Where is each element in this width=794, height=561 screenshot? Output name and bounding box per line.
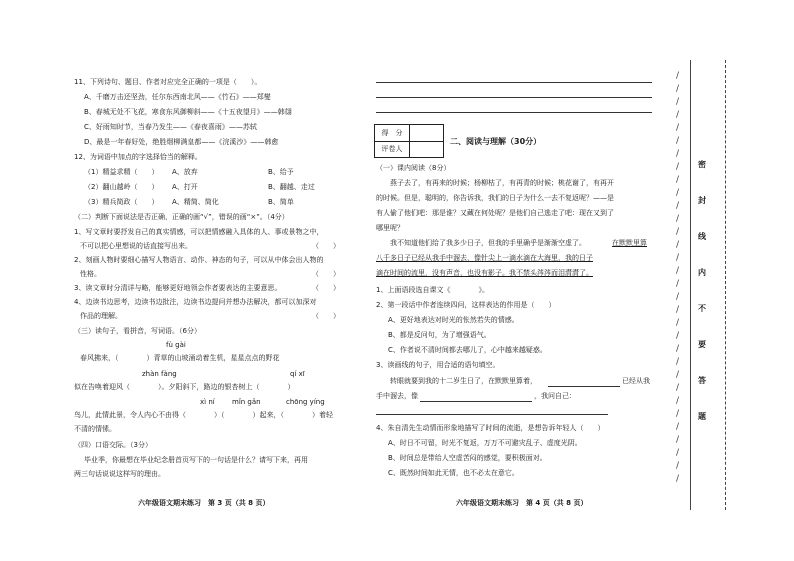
q12-row3-a: A、精简、简化 xyxy=(172,198,219,206)
q2: 2、第一段话中作者连续四问，这样表达的作用是（ ） xyxy=(376,301,556,309)
pinyin-2: zhàn fàng xyxy=(142,370,177,378)
q3-blank-1[interactable] xyxy=(548,386,620,387)
pinyin-6: chōng yíng xyxy=(286,398,325,406)
answer-line-1[interactable] xyxy=(376,82,652,83)
q4: 4、朱自清先生动情而形象地描写了时间的流逝，是想告诉年轻人（ ） xyxy=(376,424,605,432)
section2-item4-line2: 作品的理解。 xyxy=(80,312,122,320)
section2-item3: 3、读文章时分清详与略，能够更好地领会作者要表达的主要意思。 xyxy=(74,284,282,292)
q12-row1-b: B、给予 xyxy=(268,168,294,176)
section4-title: （四）口语交际。（3分） xyxy=(74,441,152,449)
q12-row2-item: （2）翻山越岭（ ） xyxy=(84,183,159,191)
margin-label-1: 密 xyxy=(698,160,706,169)
section2-item3-paren[interactable]: （ ） xyxy=(312,284,340,292)
q11-option-a: A、千磨万击还坚劲，任尔东西南北风——《竹石》——郑燮 xyxy=(84,93,271,101)
section2-item2-line2: 性格。 xyxy=(80,270,101,278)
passage-line5-underlined: 在默默里算 xyxy=(612,239,647,247)
margin-label-3: 线 xyxy=(698,232,706,241)
q2-option-b: B、都是反问句，为了增强语气。 xyxy=(388,331,491,339)
section-title: 二、阅读与理解（30分） xyxy=(450,137,542,146)
section2-item1-line2: 不可以把心里想说的话直接写出来。 xyxy=(80,242,192,250)
margin-label-8: 题 xyxy=(698,412,706,421)
passage-line7: 滴在时间的流里，没有声音，也没有影子。我不禁头涔涔而泪潸潸了。 xyxy=(376,269,593,277)
q12-row3-b: B、简单 xyxy=(268,198,294,206)
passage-line3: 有人偷了他们吧：那是谁？又藏在何处呢？是他们自己逃走了吧：现在又到了 xyxy=(376,209,614,217)
binding-line-right xyxy=(725,60,726,510)
margin-label-5: 不 xyxy=(698,304,706,313)
section2-item2-paren[interactable]: （ ） xyxy=(312,270,340,278)
binding-slash-marks: / / / / / / / / / / / / / / / / / / / / / / / / / / / / / / / / xyxy=(676,71,680,484)
binding-line-left xyxy=(690,60,691,510)
section4-text1: 毕业季，你最想在毕业纪念册首页写下的一句话是什么？请写下来，再用 xyxy=(84,456,308,464)
right-page-footer: 六年级语文期末练习 第 4 页（共 8 页） xyxy=(456,499,588,507)
q11-stem: 11、下列诗句、题目、作者对应完全正确的一项是（ ）。 xyxy=(74,78,262,86)
q12-row1-item: （1）精益求精（ ） xyxy=(84,168,159,176)
section3-line2: 似在告唤着迎风（ ）。夕阳斜下，路边的银杏树上（ ） xyxy=(74,383,295,391)
q3: 3、读画线的句子，用合适的语句填空。 xyxy=(376,361,500,369)
section3-line3: 鸟儿，此情此景，令人内心不由得（ ）（ ）起来，（ ）着轻 xyxy=(74,411,333,419)
passage-line1: 燕子去了，有再来的时候；杨柳枯了，有再青的时候；桃花谢了，有再开 xyxy=(390,179,614,187)
pinyin-5: mǐn gǎn xyxy=(232,398,261,406)
q12-row2-a: A、打开 xyxy=(172,183,198,191)
q12-row2-b: B、翻越、走过 xyxy=(268,183,315,191)
margin-label-7: 答 xyxy=(698,376,706,385)
section2-title: （二）判断下面说法是否正确，正确的画“√”，错误的画“×”。（4分） xyxy=(74,213,289,221)
section3-line1: 春风拂来，（ ）青草的山坡涌动着生机，星星点点的野花 xyxy=(80,354,280,362)
q2-option-a: A、更好地表达对时光的怅然若失的情感。 xyxy=(388,316,519,324)
pinyin-3: qí xī xyxy=(290,370,305,378)
q4-option-a: A、时日不可留，时光不复返，万万不可避灾乱子、虚度光阴。 xyxy=(388,439,582,447)
q1: 1、上面语段选自课文《 》。 xyxy=(376,286,489,294)
q3-sentence-part1: 转眼就要到我的十二岁生日了，在默默里算着， xyxy=(390,377,537,385)
left-page-footer: 六年级语文期末练习 第 3 页（共 8 页） xyxy=(138,499,270,507)
answer-line-3[interactable] xyxy=(376,112,652,113)
section2-item4-line1: 4、边读书边思考，边读书边批注，边读书边提问并想办法解决，都可以加深对 xyxy=(74,298,317,306)
section2-item4-paren[interactable]: （ ） xyxy=(312,312,340,320)
part1-title: （一）课内阅读（8分） xyxy=(376,164,451,172)
q3-sentence-part2: 已经从我 xyxy=(622,377,650,385)
margin-label-2: 封 xyxy=(698,196,706,205)
q3-sentence-part4: ，我问自己： xyxy=(534,392,576,400)
section4-text2: 两三句话说说这样写的理由。 xyxy=(74,470,165,478)
q4-option-b: B、时间总是带给人空虚苦闷的感觉，要积极面对。 xyxy=(388,454,547,462)
q12-row1-a: A、放弃 xyxy=(172,168,198,176)
q11-option-c: C、好雨知时节，当春乃发生——《春夜喜雨》——苏轼 xyxy=(84,123,257,131)
section3-title: （三）读句子，看拼音，写词语。（6分） xyxy=(74,327,201,335)
margin-label-4: 内 xyxy=(698,268,706,277)
q11-option-d: D、最是一年春好处，绝胜烟柳满皇都——《浣溪沙》——韩愈 xyxy=(84,138,279,146)
pinyin-1: fù gài xyxy=(166,341,186,349)
q3-sentence-part3: 手中溜去，像 xyxy=(376,392,418,400)
passage-line6: 八千多日子已经从我手中溜去，像针尖上一滴水滴在大海里，我的日子 xyxy=(376,254,593,262)
q3-blank-3[interactable] xyxy=(376,414,608,415)
q2-option-c: C、作者说不清时间都去哪儿了，心中越来越疑惑。 xyxy=(388,346,547,354)
answer-line-2[interactable] xyxy=(376,97,652,98)
score-label: 得 分 xyxy=(375,125,410,141)
q12-row3-item: （3）精兵简政（ ） xyxy=(84,198,159,206)
q3-blank-2[interactable] xyxy=(420,401,532,402)
passage-line4: 哪里呢？ xyxy=(376,224,404,232)
section2-item2-line1: 2、刻画人物时要细心描写人物语言、动作、神态的句子，可以从中体会出人物的 xyxy=(74,256,324,264)
passage-line2: 的时候。但是，聪明的，你告诉我，我们的日子为什么一去不复返呢？——是 xyxy=(376,194,614,202)
q12-stem: 12、为词语中加点的字选择恰当的解释。 xyxy=(74,153,202,161)
pinyin-4: xì ní xyxy=(200,398,215,406)
section3-line4: 不清的情愫。 xyxy=(74,425,116,433)
q11-option-b: B、春城无处不飞花，寒食东风御柳斜——《十五夜望月》——韩翃 xyxy=(84,108,292,116)
section2-item1-paren[interactable]: （ ） xyxy=(312,242,340,250)
grader-label: 评卷人 xyxy=(375,141,410,157)
score-table xyxy=(374,124,444,158)
passage-line5: 我不知道他们给了我多少日子，但我的手里确乎是渐渐空虚了。 xyxy=(390,239,586,247)
q4-option-c: C、既然时间如此无情，也不必太在意它。 xyxy=(388,469,519,477)
section2-item1-line1: 1、写文章时要抒发自己的真实情感，可以把情感融入具体的人、事或景物之中， xyxy=(74,228,324,236)
margin-label-6: 要 xyxy=(698,340,706,349)
